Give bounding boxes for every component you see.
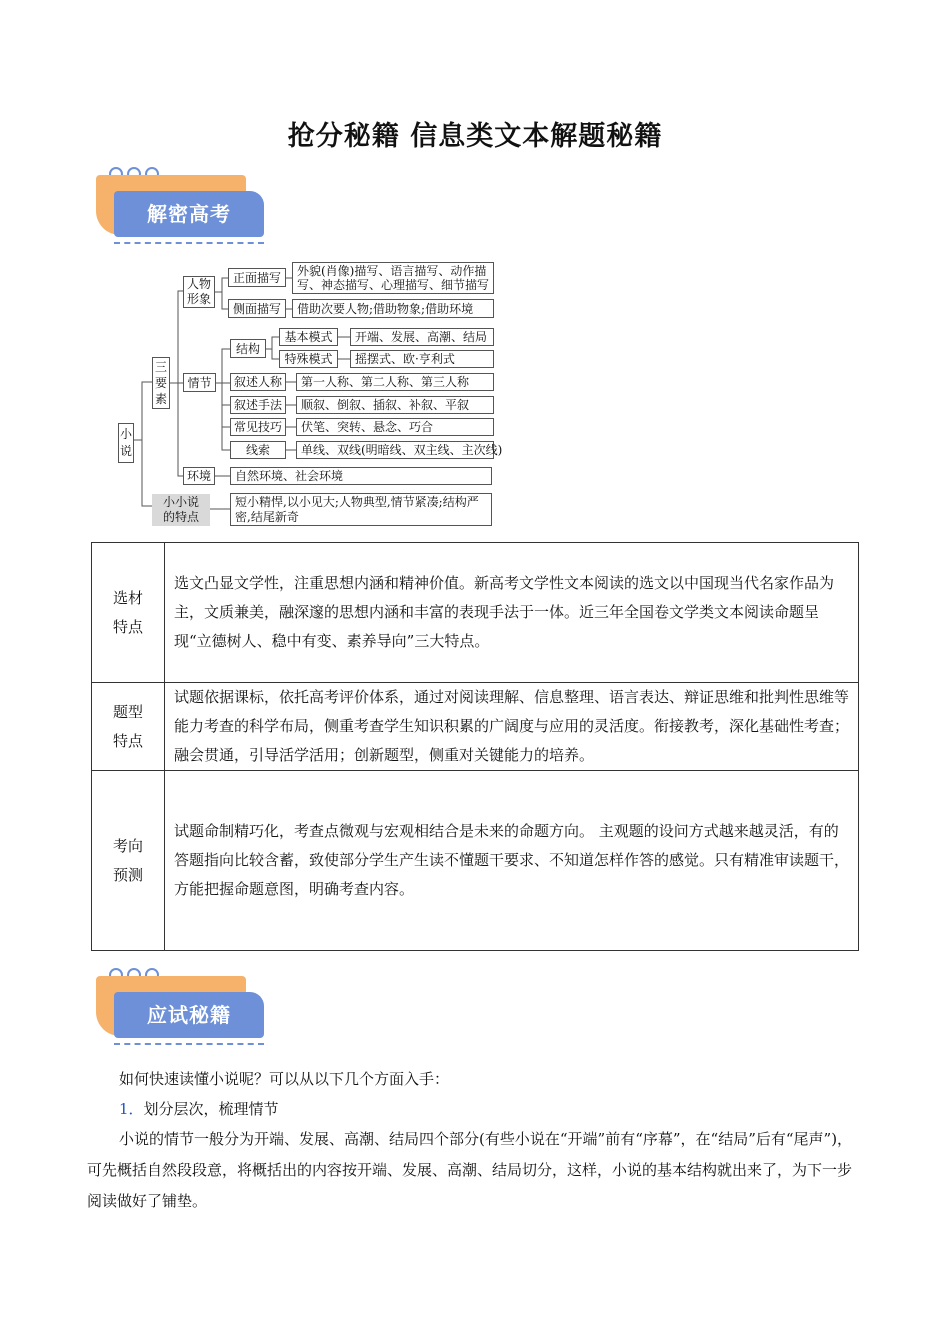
mindmap-clue-detail: 单线、双线(明暗线、双主线、主次线)	[296, 441, 494, 459]
intro-text: 如何快速读懂小说呢？可以从以下几个方面入手：	[119, 1070, 450, 1088]
banner-label: 应试秘籍	[147, 1003, 231, 1027]
mindmap-skill-detail: 伏笔、突转、悬念、巧合	[296, 418, 494, 436]
mindmap-structure: 结构	[230, 339, 266, 358]
mindmap-character: 人物形象	[183, 276, 215, 308]
mindmap-side-desc: 侧面描写	[228, 299, 286, 318]
section-banner-strategy	[96, 966, 276, 1056]
section-banner-decode	[96, 165, 276, 255]
table-label: 题型特点	[92, 683, 165, 771]
body-paragraph: 小说的情节一般分为开端、发展、高潮、结局四个部分(有些小说在“开端”前有“序幕”，在“结局”后有“尾声”)，可先概括自然段段意，将概括出的内容按开端、发展、高潮、结局切分，这样，小说的基本结构就出来了，为下一步阅读做好了铺垫。	[87, 1130, 853, 1210]
exam-info-table	[91, 542, 859, 951]
table-label: 考向预测	[92, 771, 165, 951]
table-label: 选材特点	[92, 543, 165, 683]
mindmap-mini-novel: 小小说的特点	[152, 494, 210, 526]
mindmap-special-detail: 摇摆式、欧·亨利式	[350, 350, 494, 368]
mindmap-person: 叙述人称	[230, 373, 286, 391]
section-heading	[87, 1094, 863, 1125]
mindmap-basic-mode: 基本模式	[279, 328, 338, 346]
banner-dash-line	[114, 1043, 264, 1045]
mindmap-special-mode: 特殊模式	[279, 350, 338, 368]
page-title: 抢分秘籍 信息类文本解题秘籍	[287, 121, 663, 152]
banner-label: 解密高考	[147, 202, 231, 226]
mindmap-environment: 环境	[183, 467, 215, 485]
mindmap-method-detail: 顺叙、倒叙、插叙、补叙、平叙	[296, 396, 494, 414]
mindmap-method: 叙述手法	[230, 396, 286, 414]
table-text: 选文凸显文学性，注重思想内涵和精神价值。新高考文学性文本阅读的选文以中国现当代名家作品为主，文质兼美，融深邃的思想内涵和丰富的表现手法于一体。近三年全国卷文学类文本阅读命题呈现“立德树人、稳中有变、素养导向”三大特点。	[165, 543, 859, 683]
mindmap-front-desc: 正面描写	[228, 268, 286, 287]
mindmap-skill: 常见技巧	[230, 418, 286, 436]
mindmap-basic-detail: 开端、发展、高潮、结局	[350, 328, 494, 346]
table-text: 试题依据课标，依托高考评价体系，通过对阅读理解、信息整理、语言表达、辩证思维和批判性思维等能力考查的科学布局，侧重考查学生知识积累的广阔度与应用的灵活度。衔接教考，深化基础性考查；融会贯通，引导活学活用；创新题型，侧重对关键能力的培养。	[165, 683, 859, 771]
mindmap-person-detail: 第一人称、第二人称、第三人称	[296, 373, 494, 391]
heading-text	[119, 1100, 279, 1118]
heading-number: 1．	[119, 1100, 144, 1118]
mindmap-mini-detail: 短小精悍,以小见大;人物典型,情节紧凑;结构严密,结尾新奇	[230, 493, 492, 526]
mindmap-three-elements: 三要素	[152, 357, 170, 409]
table-row	[92, 543, 859, 683]
table-text: 试题命制精巧化，考查点微观与宏观相结合是未来的命题方向。 主观题的设问方式越来越灵活，有的答题指向比较含蓄，致使部分学生产生读不懂题干要求、不知道怎样作答的感觉。只有精准审读题干，方能把握命题意图，明确考查内容。	[165, 771, 859, 951]
mindmap-side-detail: 借助次要人物;借助物象;借助环境	[292, 299, 494, 318]
heading-title: 划分层次，梳理情节	[143, 1100, 279, 1118]
mindmap-plot: 情节	[183, 373, 216, 392]
mindmap-clue: 线索	[230, 441, 286, 459]
table-row	[92, 683, 859, 771]
mindmap-root: 小说	[118, 423, 134, 463]
banner-dash-line	[114, 242, 264, 244]
mindmap-env-detail: 自然环境、社会环境	[230, 467, 492, 485]
mindmap-front-detail: 外貌(肖像)描写、语言描写、动作描写、神态描写、心理描写、细节描写	[292, 262, 494, 294]
table-row	[92, 771, 859, 951]
